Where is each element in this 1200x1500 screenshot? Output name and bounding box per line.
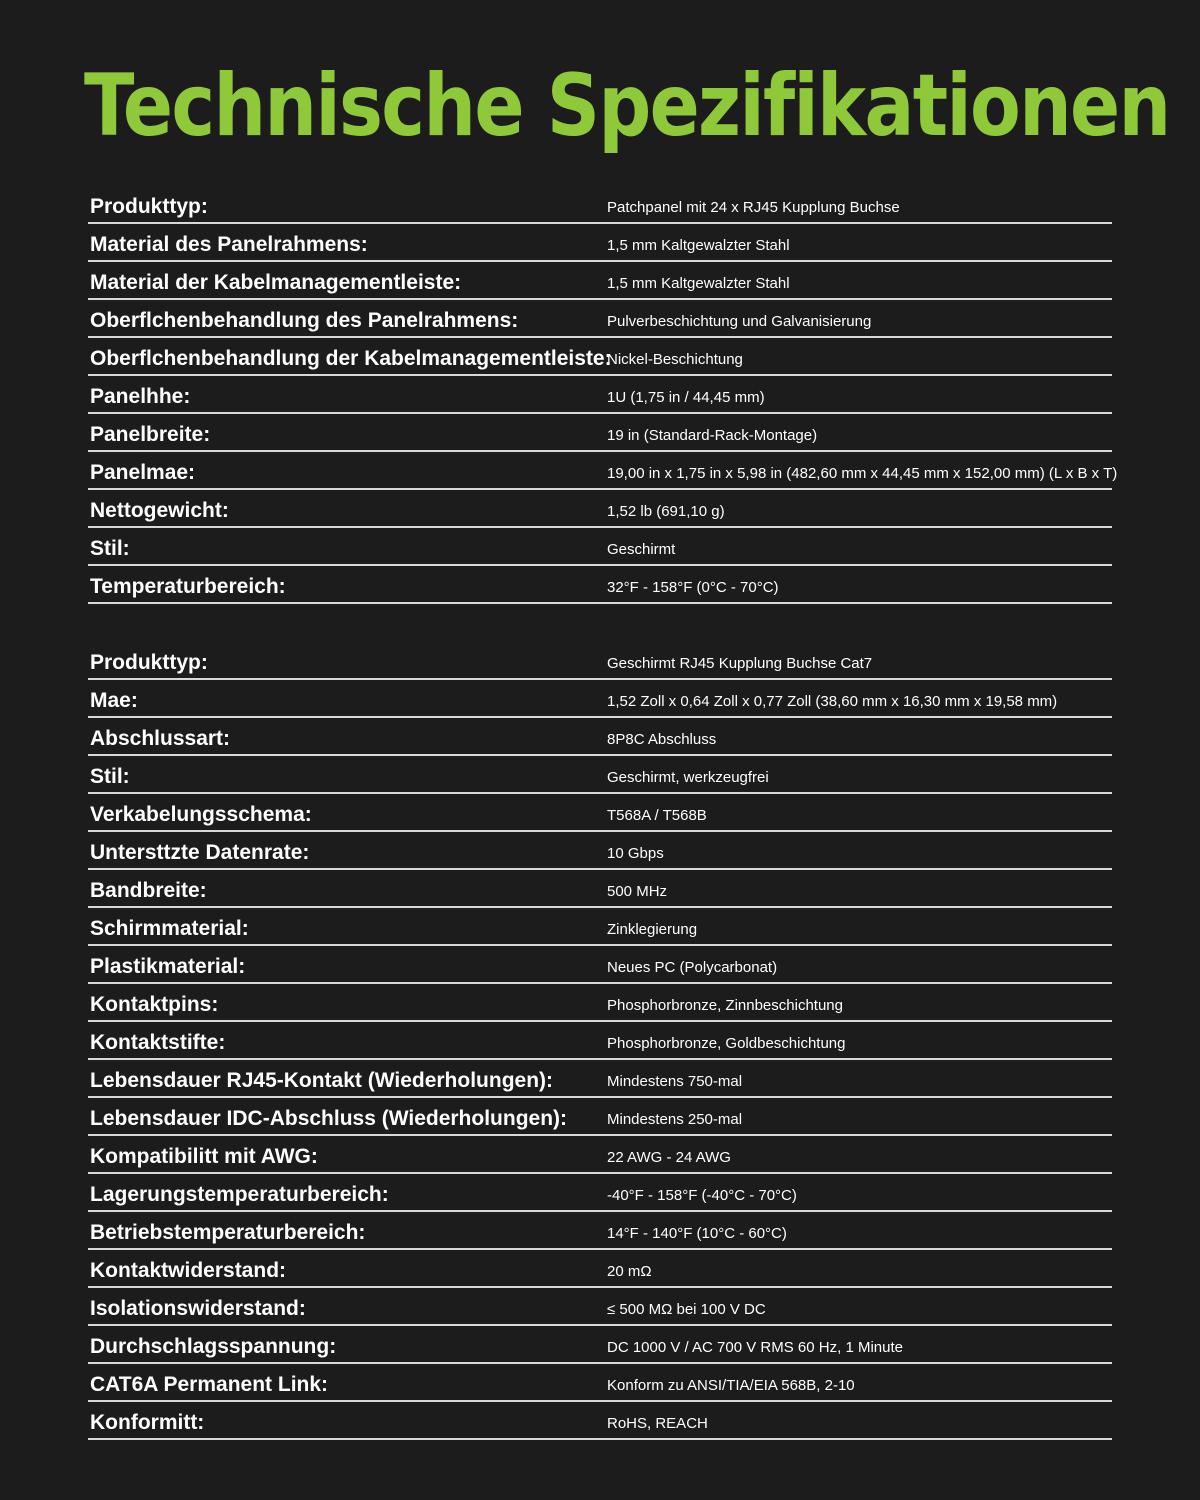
spec-label: Produkttyp: [90,651,208,674]
spec-label: Betriebstemperaturbereich: [90,1221,366,1244]
spec-label: Kompatibilitt mit AWG: [90,1145,318,1168]
spec-label: Stil: [90,537,130,560]
spec-row [88,1250,1112,1288]
spec-value: DC 1000 V / AC 700 V RMS 60 Hz, 1 Minute [607,1339,903,1356]
spec-label: Lagerungstemperaturbereich: [90,1183,389,1206]
spec-label: Durchschlagsspannung: [90,1335,337,1358]
spec-value: -40°F - 158°F (-40°C - 70°C) [607,1187,797,1204]
spec-value: 32°F - 158°F (0°C - 70°C) [607,579,779,596]
spec-value: Pulverbeschichtung und Galvanisierung [607,313,872,330]
spec-label: Schirmmaterial: [90,917,249,940]
spec-value: 22 AWG - 24 AWG [607,1149,731,1166]
spec-row [88,490,1112,528]
spec-value: Phosphorbronze, Goldbeschichtung [607,1035,846,1052]
page-title: Technische Spezifikationen [84,56,1170,156]
spec-value: 14°F - 140°F (10°C - 60°C) [607,1225,787,1242]
spec-row [88,794,1112,832]
spec-row [88,452,1118,490]
spec-value: ≤ 500 MΩ bei 100 V DC [607,1301,766,1318]
spec-row [88,566,1112,604]
spec-value: 500 MHz [607,883,668,900]
spec-value: 1U (1,75 in / 44,45 mm) [607,389,765,406]
spec-row [88,984,1112,1022]
spec-label: Panelbreite: [90,423,211,446]
spec-label: Lebensdauer RJ45-Kontakt (Wiederholungen): [90,1069,554,1092]
spec-label: Untersttzte Datenrate: [90,841,310,864]
spec-value: Neues PC (Polycarbonat) [607,959,778,976]
spec-label: Produkttyp: [90,195,208,218]
spec-row [88,870,1112,908]
spec-row [88,946,1112,984]
spec-value: T568A / T568B [607,807,707,824]
spec-row [88,338,1112,376]
spec-row [88,718,1112,756]
spec-value: 8P8C Abschluss [607,731,717,748]
spec-value: Mindestens 250-mal [607,1111,743,1128]
spec-label: Abschlussart: [90,727,231,750]
spec-value: 20 mΩ [607,1263,652,1280]
spec-row [88,1098,1112,1136]
spec-label: Kontaktstifte: [90,1031,226,1054]
spec-value: 1,52 Zoll x 0,64 Zoll x 0,77 Zoll (38,60 mm x 16,30 mm x 19,58 mm) [607,693,1058,710]
spec-value: Patchpanel mit 24 x RJ45 Kupplung Buchse [607,199,900,216]
spec-label: Panelmae: [90,461,196,484]
spec-label: Nettogewicht: [90,499,229,522]
spec-value: 19,00 in x 1,75 in x 5,98 in (482,60 mm x 44,45 mm x 152,00 mm) (L x B x T) [607,465,1118,482]
spec-row [88,908,1112,946]
spec-label: Stil: [90,765,130,788]
spec-row [88,224,1112,262]
spec-label: Verkabelungsschema: [90,803,312,826]
spec-table-coupler [88,642,1112,1440]
spec-value: 1,5 mm Kaltgewalzter Stahl [607,237,790,254]
spec-value: Geschirmt, werkzeugfrei [607,769,769,786]
spec-label: Isolationswiderstand: [90,1297,306,1320]
spec-label: Panelhhe: [90,385,191,408]
spec-label: Oberflchenbehandlung der Kabelmanagementleiste: [90,347,612,370]
spec-label: Bandbreite: [90,879,207,902]
spec-value: Geschirmt [607,541,676,558]
spec-value: 1,52 lb (691,10 g) [607,503,725,520]
spec-row [88,756,1112,794]
spec-label: Oberflchenbehandlung des Panelrahmens: [90,309,519,332]
spec-label: Plastikmaterial: [90,955,246,978]
spec-value: Zinklegierung [607,921,698,938]
spec-row [88,300,1112,338]
spec-table-panel [88,186,1118,604]
spec-row [88,1212,1112,1250]
spec-row [88,1060,1112,1098]
spec-value: Geschirmt RJ45 Kupplung Buchse Cat7 [607,655,873,672]
spec-value: Konform zu ANSI/TIA/EIA 568B, 2-10 [607,1377,855,1394]
spec-value: 10 Gbps [607,845,664,862]
spec-label: Mae: [90,689,138,712]
spec-row [88,414,1112,452]
spec-label: CAT6A Permanent Link: [90,1373,329,1396]
spec-row [88,642,1112,680]
spec-value: RoHS, REACH [607,1415,708,1432]
spec-label: Material der Kabelmanagementleiste: [90,271,462,294]
spec-row [88,1402,1112,1440]
spec-value: Phosphorbronze, Zinnbeschichtung [607,997,843,1014]
spec-row [88,262,1112,300]
spec-row [88,832,1112,870]
spec-row [88,1288,1112,1326]
spec-row [88,1326,1112,1364]
spec-row [88,680,1112,718]
spec-label: Kontaktpins: [90,993,219,1016]
spec-label: Kontaktwiderstand: [90,1259,287,1282]
spec-row [88,1174,1112,1212]
spec-label: Konformitt: [90,1411,205,1434]
spec-value: 1,5 mm Kaltgewalzter Stahl [607,275,790,292]
spec-row [88,1364,1112,1402]
spec-label: Material des Panelrahmens: [90,233,368,256]
spec-row [88,1136,1112,1174]
spec-row [88,1022,1112,1060]
spec-row [88,528,1112,566]
spec-label: Temperaturbereich: [90,575,286,598]
spec-value: Mindestens 750-mal [607,1073,743,1090]
spec-row [88,376,1112,414]
spec-value: Nickel-Beschichtung [607,351,743,368]
spec-row [88,186,1112,224]
spec-value: 19 in (Standard-Rack-Montage) [607,427,818,444]
spec-label: Lebensdauer IDC-Abschluss (Wiederholungen): [90,1107,568,1130]
